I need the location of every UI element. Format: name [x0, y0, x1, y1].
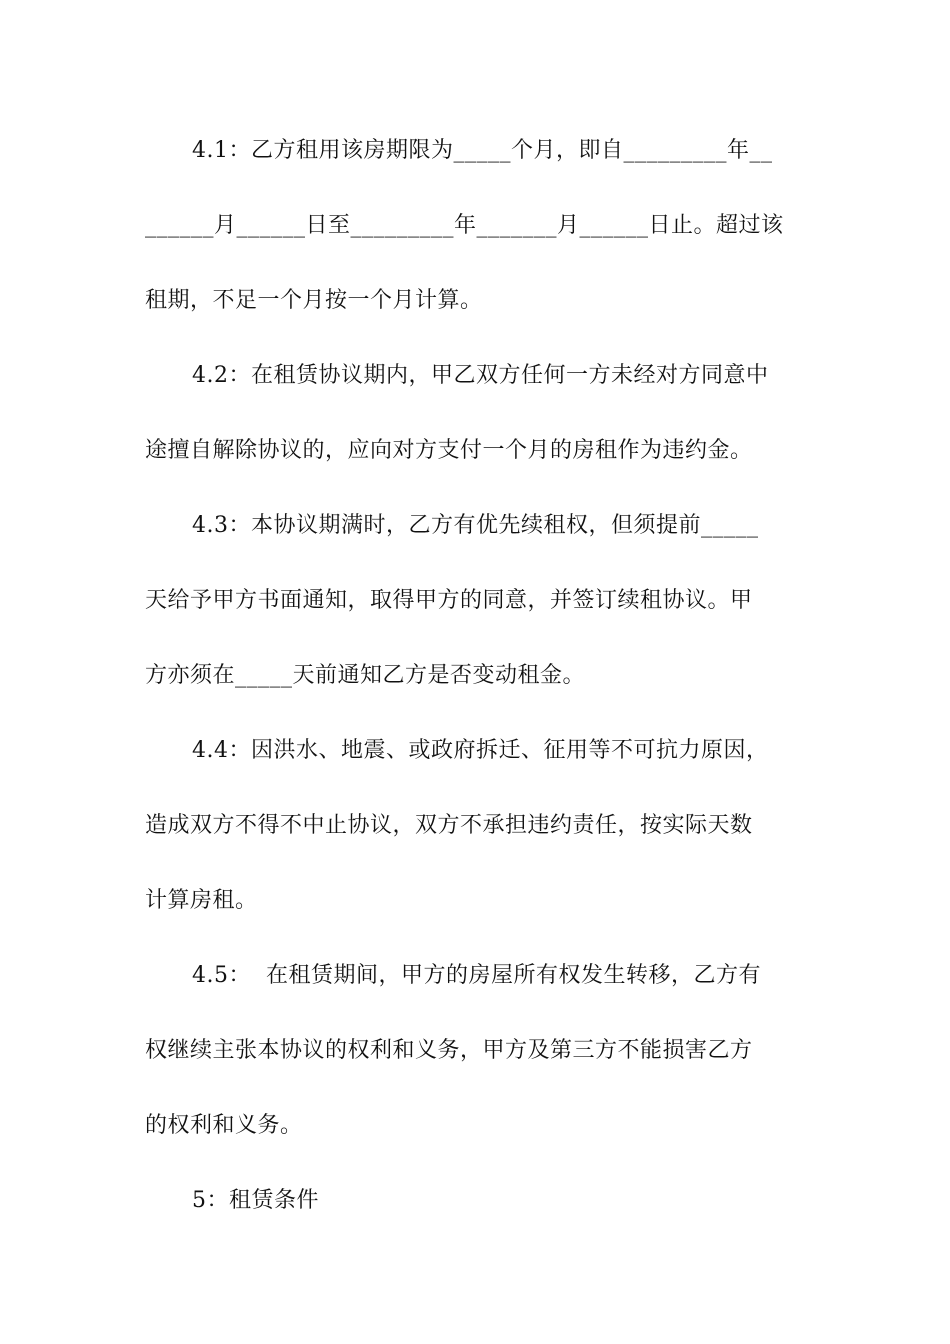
clause-4-3-line-3: 方亦须在_____天前通知乙方是否变动租金。	[145, 663, 586, 688]
clause-4-4-line-1: 4.4：因洪水、地震、或政府拆迁、征用等不可抗力原因，	[192, 738, 769, 763]
clause-4-4-line-2: 造成双方不得不中止协议，双方不承担违约责任，按实际天数	[145, 813, 753, 838]
clause-4-5-line-2: 权继续主张本协议的权利和义务，甲方及第三方不能损害乙方	[145, 1038, 753, 1063]
clause-4-3-line-1: 4.3：本协议期满时，乙方有优先续租权，但须提前_____	[192, 513, 759, 538]
clause-4-1-line-3: 租期，不足一个月按一个月计算。	[145, 288, 483, 313]
clause-4-5-line-1: 4.5： 在租赁期间，甲方的房屋所有权发生转移，乙方有	[192, 963, 761, 988]
clause-4-5-line-3: 的权利和义务。	[145, 1113, 303, 1138]
clause-4-1-line-1: 4.1：乙方租用该房期限为_____个月，即自_________年__	[192, 138, 773, 163]
clause-4-4-line-3: 计算房租。	[145, 888, 258, 913]
clause-4-2-line-2: 途擅自解除协议的，应向对方支付一个月的房租作为违约金。	[145, 438, 753, 463]
section-5-heading: 5：租赁条件	[192, 1188, 319, 1213]
clause-4-2-line-1: 4.2：在租赁协议期内，甲乙双方任何一方未经对方同意中	[192, 363, 769, 388]
clause-4-3-line-2: 天给予甲方书面通知，取得甲方的同意，并签订续租协议。甲	[145, 588, 753, 613]
clause-4-1-line-2: ______月______日至_________年_______月______日止。超过该	[145, 213, 784, 238]
